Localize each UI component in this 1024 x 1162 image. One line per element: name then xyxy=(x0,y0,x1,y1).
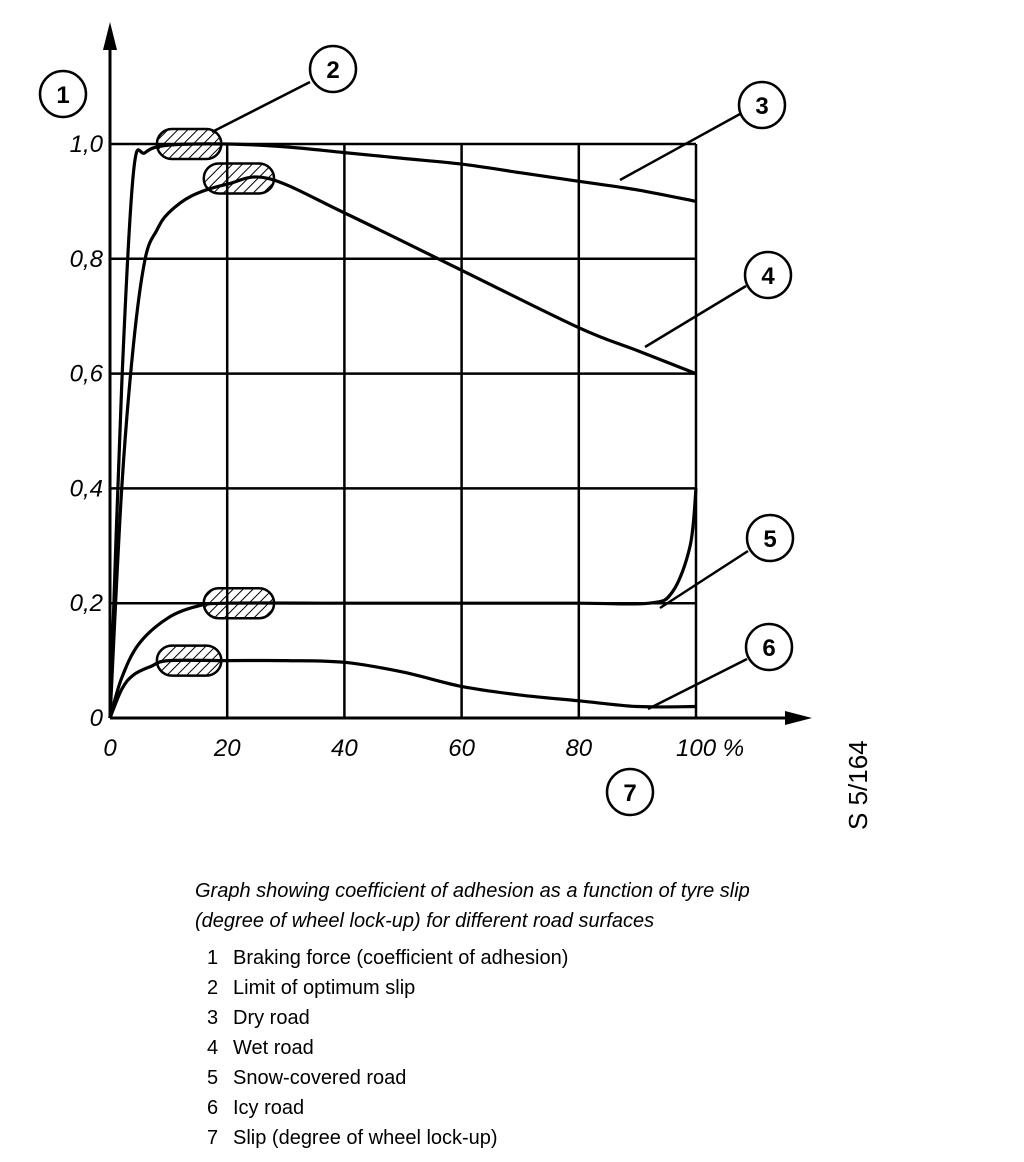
x-tick-label: 40 xyxy=(331,735,358,762)
callout-leader-5 xyxy=(660,551,748,608)
legend-item xyxy=(207,1093,568,1123)
legend-item-number: 5 xyxy=(207,1067,219,1089)
callout-number-4: 4 xyxy=(761,263,775,290)
legend-item-number: 6 xyxy=(207,1097,219,1119)
legend-item-label: Snow-covered road xyxy=(233,1067,407,1089)
chart-caption xyxy=(195,876,995,936)
optimum-slip-marker-icy-road xyxy=(157,646,221,676)
legend xyxy=(207,943,568,1153)
y-axis-arrow xyxy=(103,22,117,50)
caption-line-1: Graph showing coefficient of adhesion as a function of tyre slip xyxy=(195,880,750,902)
optimum-slip-markers xyxy=(157,129,274,676)
legend-item xyxy=(207,1003,568,1033)
x-tick-label: 100 % xyxy=(676,735,745,762)
y-tick-label: 0,4 xyxy=(69,475,103,503)
callout-number-5: 5 xyxy=(763,526,777,553)
callout-leader-6 xyxy=(648,659,747,709)
optimum-slip-marker-dry-road xyxy=(157,129,221,159)
x-axis-arrow xyxy=(785,711,812,725)
legend-item-label: Wet road xyxy=(233,1037,314,1059)
legend-item-label: Dry road xyxy=(233,1007,310,1029)
grid xyxy=(110,144,696,718)
y-tick-label: 0,6 xyxy=(69,360,103,388)
x-tick-label: 0 xyxy=(103,735,117,762)
legend-item-label: Slip (degree of wheel lock-up) xyxy=(233,1127,498,1149)
caption-line-2: (degree of wheel lock-up) for different road surfaces xyxy=(195,910,655,932)
series-line-dry-road xyxy=(110,144,696,718)
y-tick-label: 0,8 xyxy=(69,245,103,273)
legend-item xyxy=(207,973,568,1003)
callout-number-3: 3 xyxy=(755,93,769,120)
series xyxy=(110,144,696,718)
legend-item-number: 7 xyxy=(207,1127,219,1149)
legend-item-number: 1 xyxy=(207,947,219,969)
callouts xyxy=(40,46,793,815)
callout-number-1: 1 xyxy=(56,82,70,109)
x-tick-label: 80 xyxy=(565,735,593,762)
callout-leader-3 xyxy=(620,114,740,180)
optimum-slip-marker-snow-covered-road xyxy=(204,588,274,618)
legend-item-number: 3 xyxy=(207,1007,219,1029)
x-tick-label: 60 xyxy=(448,735,475,762)
legend-item xyxy=(207,1123,568,1153)
legend-item-label: Braking force (coefficient of adhesion) xyxy=(233,947,569,969)
drawing-code: S 5/164 xyxy=(843,740,873,830)
callout-number-6: 6 xyxy=(762,635,776,662)
legend-item xyxy=(207,1063,568,1093)
legend-item xyxy=(207,943,568,973)
legend-item-number: 2 xyxy=(207,977,219,999)
callout-number-2: 2 xyxy=(326,57,340,84)
legend-item-label: Icy road xyxy=(233,1097,305,1119)
y-tick-label: 0 xyxy=(89,705,103,732)
callout-leader-2 xyxy=(212,82,310,132)
y-tick-label: 0,2 xyxy=(69,590,103,618)
callout-number-7: 7 xyxy=(623,780,637,807)
x-tick-label: 20 xyxy=(213,735,241,762)
legend-item xyxy=(207,1033,568,1063)
optimum-slip-marker-wet-road xyxy=(204,163,274,193)
legend-item-label: Limit of optimum slip xyxy=(233,977,416,999)
y-tick-label: 1,0 xyxy=(69,131,103,158)
legend-item-number: 4 xyxy=(207,1037,219,1059)
